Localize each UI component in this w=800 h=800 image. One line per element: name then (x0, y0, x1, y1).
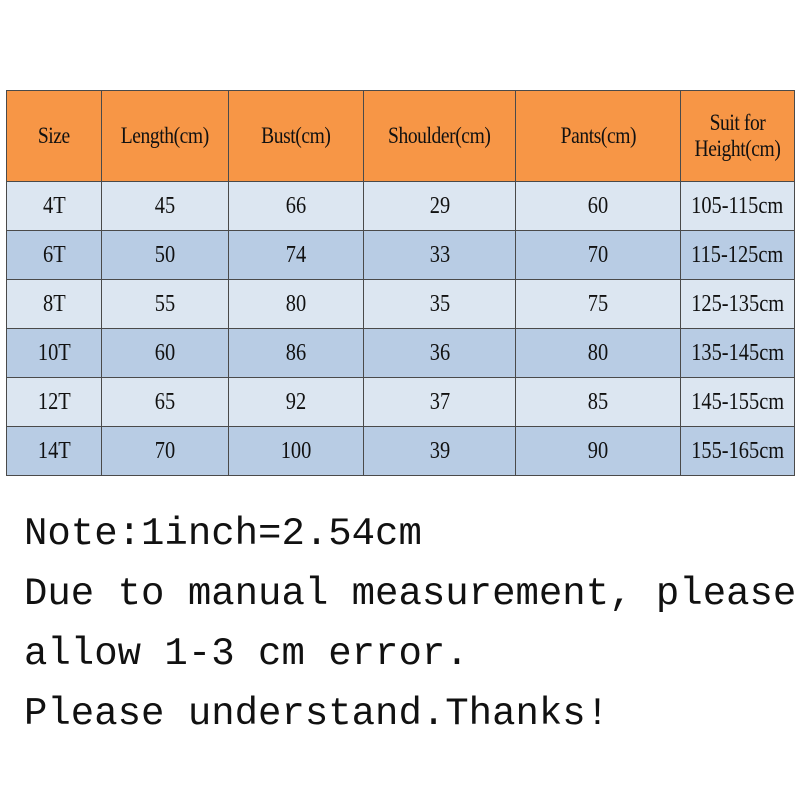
cell-length: 70 (102, 427, 229, 476)
cell-bust: 86 (229, 329, 364, 378)
header-row (7, 91, 795, 182)
header-length: Length(cm) (102, 91, 229, 182)
cell-length: 60 (102, 329, 229, 378)
table-row (7, 329, 795, 378)
cell-size: 12T (7, 378, 102, 427)
header-suit-for-height: Suit for Height(cm) (681, 91, 795, 182)
header-shoulder: Shoulder(cm) (364, 91, 516, 182)
cell-shoulder: 36 (364, 329, 516, 378)
cell-height: 155-165cm (681, 427, 795, 476)
cell-pants: 85 (516, 378, 681, 427)
cell-bust: 92 (229, 378, 364, 427)
cell-height: 145-155cm (681, 378, 795, 427)
table-row (7, 280, 795, 329)
cell-height: 125-135cm (681, 280, 795, 329)
note-conversion: Note:1inch=2.54cm (24, 512, 422, 556)
cell-pants: 60 (516, 182, 681, 231)
cell-height: 135-145cm (681, 329, 795, 378)
cell-height: 105-115cm (681, 182, 795, 231)
table-row (7, 231, 795, 280)
cell-length: 55 (102, 280, 229, 329)
table-row (7, 427, 795, 476)
table-row (7, 182, 795, 231)
note-manual-measurement: Due to manual measurement, please (24, 572, 797, 616)
header-size: Size (7, 91, 102, 182)
cell-bust: 100 (229, 427, 364, 476)
cell-shoulder: 37 (364, 378, 516, 427)
header-bust: Bust(cm) (229, 91, 364, 182)
note-error-allowance: allow 1-3 cm error. (24, 632, 469, 676)
cell-size: 10T (7, 329, 102, 378)
cell-shoulder: 33 (364, 231, 516, 280)
cell-bust: 66 (229, 182, 364, 231)
cell-length: 65 (102, 378, 229, 427)
cell-pants: 70 (516, 231, 681, 280)
cell-size: 4T (7, 182, 102, 231)
table-row (7, 378, 795, 427)
cell-bust: 74 (229, 231, 364, 280)
cell-length: 50 (102, 231, 229, 280)
cell-size: 8T (7, 280, 102, 329)
cell-size: 6T (7, 231, 102, 280)
cell-shoulder: 29 (364, 182, 516, 231)
cell-shoulder: 39 (364, 427, 516, 476)
measurement-note (24, 504, 797, 744)
header-pants: Pants(cm) (516, 91, 681, 182)
cell-height: 115-125cm (681, 231, 795, 280)
cell-pants: 80 (516, 329, 681, 378)
note-thanks: Please understand.Thanks! (24, 692, 610, 736)
cell-bust: 80 (229, 280, 364, 329)
cell-length: 45 (102, 182, 229, 231)
cell-pants: 90 (516, 427, 681, 476)
size-chart-table (6, 90, 795, 476)
cell-pants: 75 (516, 280, 681, 329)
cell-shoulder: 35 (364, 280, 516, 329)
cell-size: 14T (7, 427, 102, 476)
